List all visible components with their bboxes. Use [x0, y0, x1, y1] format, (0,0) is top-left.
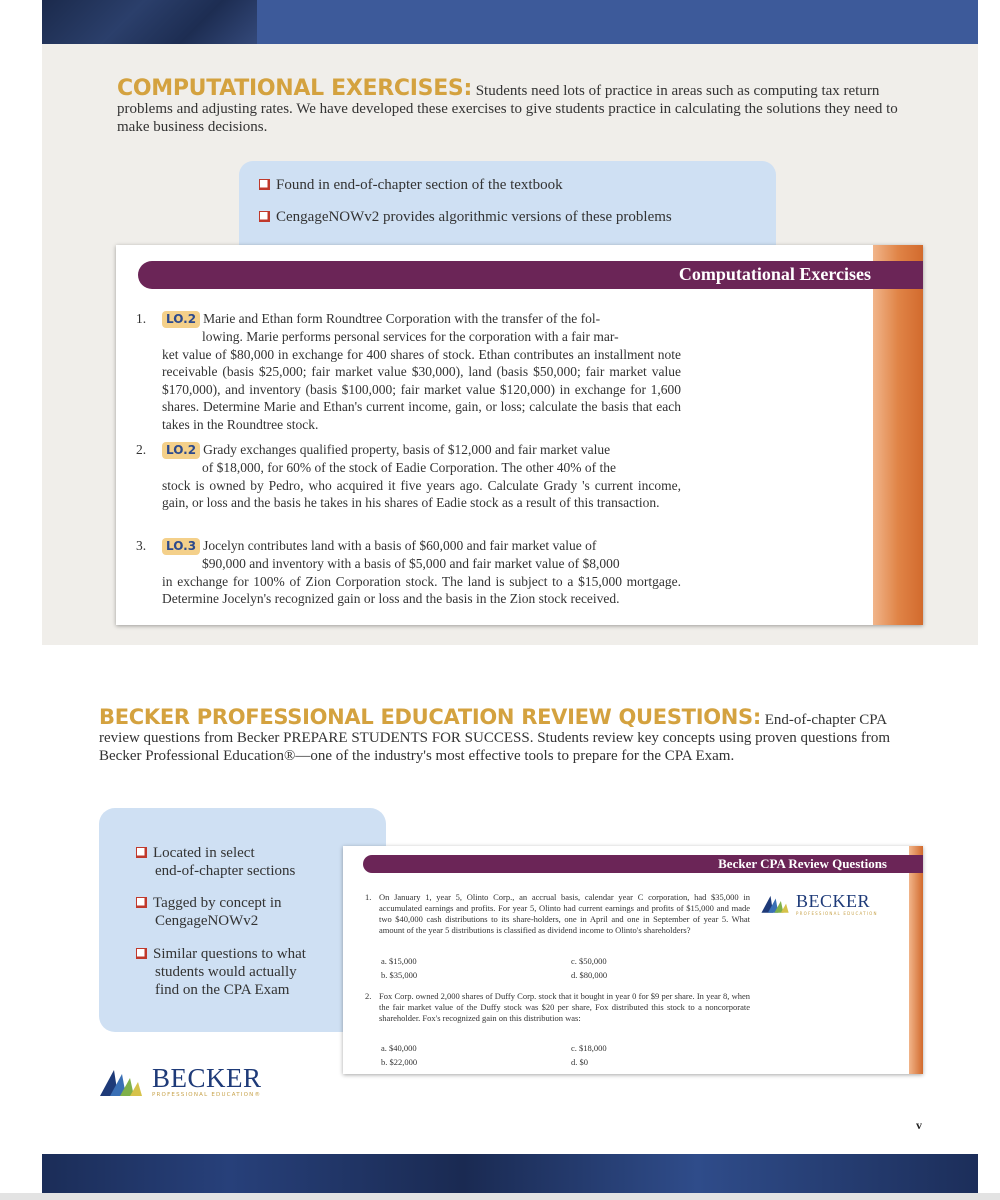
exercise-item	[136, 310, 681, 433]
exercise-text: ket value of $80,000 in exchange for 400 shares of stock. Ethan contributes an installment note receivable (basis $25,000; fair market value $30,000), land (basis $50,000; fair market value $170,000), and inventory (basis $100,000; fair market value $120,000) in exchange for 1,600 shares. Determine Marie and Ethan's current income, gain, or loss; calculate the basis that each takes in the Roundtree stock.	[162, 346, 681, 432]
exercise-item	[136, 441, 681, 512]
card-accent-strip	[909, 846, 923, 1074]
exercise-text: $90,000 and inventory with a basis of $5,000 and fair market value of $8,000	[202, 556, 620, 571]
callout-item-label: students would actually	[155, 964, 297, 980]
card-title: Becker CPA Review Questions	[718, 856, 887, 871]
answer-choice: d. $0	[571, 1057, 588, 1067]
callout-item-label: Similar questions to what	[153, 946, 306, 962]
question-number: 1.	[365, 892, 372, 902]
answer-choice: c. $18,000	[571, 1043, 607, 1053]
answer-choice: b. $22,000	[381, 1057, 418, 1067]
exercise-text: Jocelyn contributes land with a basis of $60,000 and fair market value of	[203, 538, 597, 553]
becker-logo-wordmark: BECKER	[796, 891, 871, 911]
learning-objective-badge: LO.2	[162, 311, 200, 328]
answer-choice: c. $50,000	[571, 956, 607, 966]
feature-callout	[239, 161, 776, 245]
becker-logo-tagline: PROFESSIONAL EDUCATION®	[152, 1092, 262, 1098]
cpa-question	[365, 892, 750, 936]
exercise-text: Marie and Ethan form Roundtree Corporation with the transfer of the fol-	[203, 311, 601, 326]
answer-choice: a. $15,000	[381, 956, 417, 966]
exercise-number: 1.	[136, 311, 147, 326]
card-accent-strip	[873, 245, 923, 625]
learning-objective-badge: LO.2	[162, 442, 200, 459]
checkbox-icon	[136, 948, 147, 959]
question-text: Fox Corp. owned 2,000 shares of Duffy Corp. stock that it bought in year 0 for $9 per share. In year 8, when the fair market value of the Duffy stock was $20 per share, Fox distributed this stock to a noncorporate shareholder. Fox's recognized gain on this distribution was:	[379, 991, 750, 1023]
becker-logo-wordmark: BECKER	[152, 1063, 262, 1093]
exercise-number: 3.	[136, 538, 147, 553]
callout-item-label: CengageNOWv2 provides algorithmic versions of these problems	[276, 209, 672, 225]
callout-item-label: CengageNOWv2	[155, 913, 259, 929]
becker-logo-icon	[100, 1064, 148, 1098]
section-heading: BECKER PROFESSIONAL EDUCATION REVIEW QUESTIONS:	[99, 705, 761, 729]
callout-item	[136, 894, 336, 930]
callout-item-label: Found in end-of-chapter section of the textbook	[276, 177, 563, 193]
page-number: v	[916, 1118, 922, 1132]
question-text: On January 1, year 5, Olinto Corp., an accrual basis, calendar year C corporation, had $35,000 in accumulated earnings and profits. For year 5, Olinto had current earnings and profits of $15,000 and made two $40,000 cash distributions to its share-holders, one in April and one in September of year 5. What amount of the year 5 distributions is classified as dividend income to Olinto's shareholders?	[379, 892, 750, 935]
top-banner	[42, 0, 978, 44]
answer-choice: a. $40,000	[381, 1043, 417, 1053]
exercise-item	[136, 537, 681, 608]
callout-item-label: find on the CPA Exam	[155, 982, 290, 998]
computational-exercises-card	[116, 245, 923, 625]
question-number: 2.	[365, 991, 372, 1001]
becker-review-intro	[99, 705, 929, 765]
card-title: Computational Exercises	[678, 264, 871, 284]
checkbox-icon	[259, 211, 270, 222]
cpa-question	[365, 991, 750, 1024]
exercise-text: stock is owned by Pedro, who acquired it five years ago. Calculate Grady 's current income, gain, or loss and the basis he takes in his shares of Eadie stock as a result of this transaction.	[162, 477, 681, 510]
becker-cpa-card	[343, 846, 923, 1074]
exercise-text: of $18,000, for 60% of the stock of Eadie Corporation. The other 40% of the	[202, 460, 617, 475]
exercise-number: 2.	[136, 442, 147, 457]
callout-item	[136, 945, 336, 999]
card-becker-logo	[761, 892, 878, 916]
checkbox-icon	[136, 897, 147, 908]
checkbox-icon	[259, 179, 270, 190]
answer-choice: d. $80,000	[571, 970, 608, 980]
answer-choices	[381, 956, 641, 980]
computational-exercises-intro	[117, 76, 927, 136]
callout-item	[259, 209, 672, 226]
callout-item	[136, 844, 336, 880]
becker-logo-icon	[761, 892, 793, 914]
answer-choices	[381, 1043, 641, 1067]
card-title-bar	[363, 855, 923, 873]
bottom-banner	[42, 1154, 978, 1194]
banner-photo	[42, 0, 257, 44]
becker-logo	[100, 1064, 262, 1098]
checkbox-icon	[136, 847, 147, 858]
section-description: Students need lots of practice in areas such as computing tax return problems and adjusting rates. We have developed these exercises to give students practice in calculating the solutions they need to make business decisions.	[117, 83, 898, 135]
exercise-text: in exchange for 100% of Zion Corporation stock. The land is subject to a $15,000 mortgage. Determine Jocelyn's recognized gain or loss and the basis in the Zion stock received.	[162, 573, 681, 606]
page-edge	[0, 1193, 1000, 1200]
callout-item	[259, 177, 563, 194]
callout-item-label: end-of-chapter sections	[155, 863, 296, 879]
exercise-text: lowing. Marie performs personal services for the corporation with a fair mar-	[202, 329, 619, 344]
becker-logo-tagline: PROFESSIONAL EDUCATION	[796, 911, 878, 916]
callout-item-label: Tagged by concept in	[153, 895, 282, 911]
answer-choice: b. $35,000	[381, 970, 418, 980]
callout-item-label: Located in select	[153, 845, 255, 861]
card-title-bar	[138, 261, 923, 289]
section-description: End-of-chapter CPA review questions from Becker PREPARE STUDENTS FOR SUCCESS. Students review key concepts using proven questions from Becker Professional Education®—one of the industry's most effective tools to prepare for the CPA Exam.	[99, 712, 891, 764]
learning-objective-badge: LO.3	[162, 538, 200, 555]
exercise-text: Grady exchanges qualified property, basis of $12,000 and fair market value	[203, 442, 611, 457]
section-heading: COMPUTATIONAL EXERCISES:	[117, 76, 472, 101]
